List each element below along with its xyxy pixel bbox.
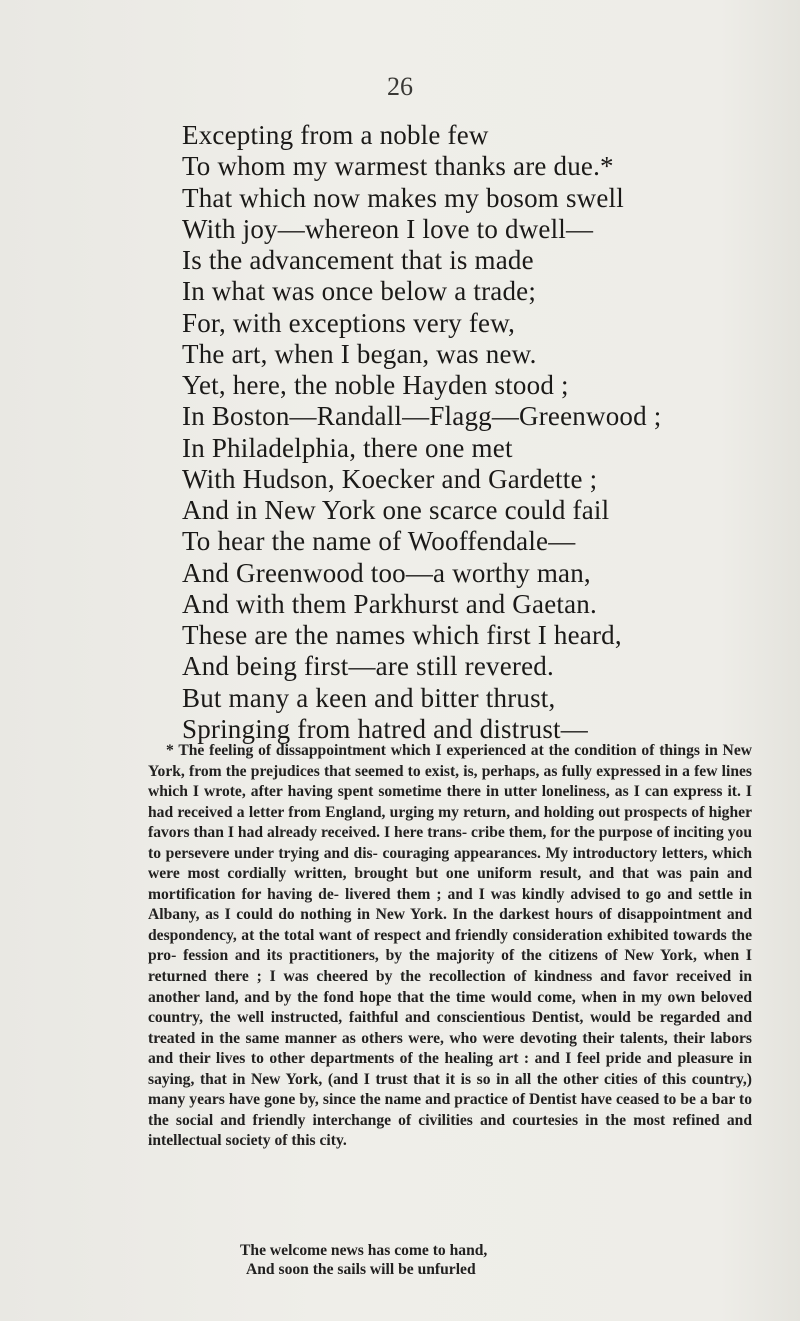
footnote [148,741,752,1152]
poem-line: Excepting from a noble few [182,120,489,150]
poem-line: With Hudson, Koecker and Gardette ; [182,463,598,494]
footnote-text: * The feeling of dissappointment which I experienced at the condition of things in New York, from the prejudices that seemed to exist, is, perhaps, as fully expressed in a few lines which I wrote, after having spent sometime there in utter loneliness, as I can express it. I had received a letter from England, urging my return, and holding out prospects of higher favors than I had already received. I here trans- cribe them, for the purpose of inciting you to persevere under trying and dis- couraging appearances. My introductory letters, which were most cordially written, brought but one uniform result, and that was pain and mortification for having de- livered them ; and I was kindly advised to go and settle in Albany, as I could do nothing in New York. In the darkest hours of disappointment and despondency, at the total want of respect and friendly consideration exhibited towards the pro- fession and its practitioners, by the majority of the citizens of New York, when I returned there ; I was cheered by the recollection of kindness and favor received in another land, and by the fond hope that the time would come, when in my own beloved country, the well instructed, faithful and conscientious Dentist, would be regarded and treated in the same manner as others were, who were devoting their talents, their labors and their lives to other departments of the healing art : and I feel pride and pleasure in saying, that in New York, (and I trust that it is so in all the other cities of this country,) many years have gone by, since the name and practice of Dentist have ceased to be a bar to the social and friendly interchange of civilities and courtesies in the most refined and intellectual society of this city. [148,742,752,1150]
poem-line: To whom my warmest thanks are due.* [182,151,614,182]
page-number: 26 [387,72,413,101]
poem [182,120,742,745]
poem-line: And with them Parkhurst and Gaetan. [182,588,597,619]
poem-line: In what was once below a trade; [182,276,537,307]
poem-line: And in New York one scarce could fail [182,495,610,525]
poem-line: In Boston—Randall—Flagg—Greenwood ; [182,401,662,432]
poem-line: And being first—are still revered. [182,651,554,682]
poem-line: And Greenwood too—a worthy man, [182,557,591,588]
poem-line: These are the names which first I heard, [182,620,622,650]
poem-line: With joy—whereon I love to dwell— [182,213,594,244]
poem-line: Is the advancement that is made [182,245,534,275]
poem-line: But many a keen and bitter thrust, [182,682,556,713]
poem-line: Yet, here, the noble Hayden stood ; [182,370,569,400]
poem-line: That which now makes my bosom swell [182,182,624,213]
poem-line: In Philadelphia, there one met [182,432,513,463]
poem-line: Springing from hatred and distrust— [182,713,588,744]
quoted-verse [240,1241,640,1279]
poem-line: To hear the name of Wooffendale— [182,526,576,557]
poem-line: The art, when I began, was new. [182,338,537,369]
verse-line: And soon the sails will be unfurled [246,1261,476,1278]
poem-line: For, with exceptions very few, [182,307,516,338]
verse-line: The welcome news has come to hand, [240,1242,488,1259]
